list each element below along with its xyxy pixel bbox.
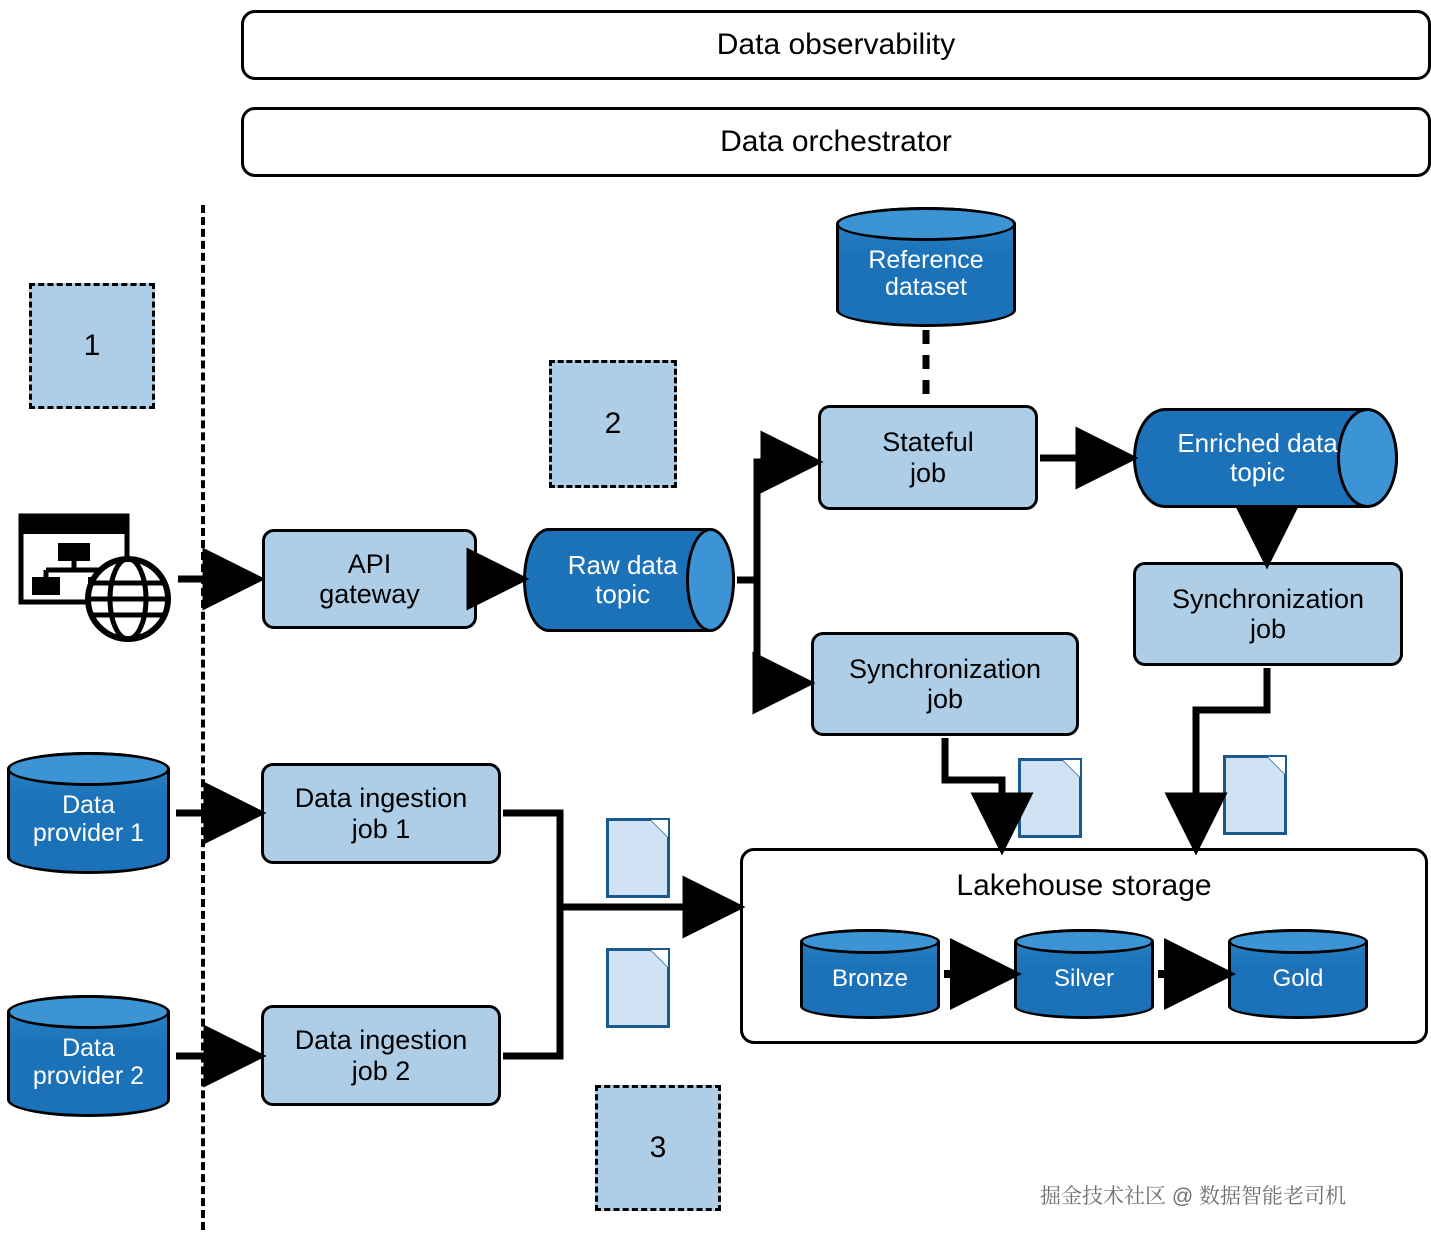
synchronization-job-right-node [1133, 562, 1403, 666]
data-provider-2-node [7, 995, 170, 1117]
raw-data-topic-label-line1: Raw data [567, 549, 678, 580]
stateful-job-label-line2: job [909, 457, 947, 488]
marker-3-label: 3 [649, 1131, 667, 1164]
data-observability-label: Data observability [716, 28, 956, 61]
marker-3 [595, 1085, 721, 1211]
data-observability-bar [241, 10, 1431, 80]
data-orchestrator-label: Data orchestrator [720, 125, 952, 158]
data-orchestrator-bar [241, 107, 1431, 177]
marker-2-label: 2 [604, 407, 622, 440]
ingestion-job-2-label-line1: Data ingestion [294, 1025, 468, 1056]
sync-job-mid-label-line1: Synchronization [848, 653, 1042, 684]
ingestion-job-2-label-line2: job 2 [351, 1055, 411, 1086]
synchronization-job-mid-node [811, 632, 1079, 736]
sync-job-right-label-line1: Synchronization [1171, 583, 1365, 614]
data-provider-2-label-line1: Data [62, 1034, 115, 1063]
silver-layer-node [1014, 929, 1154, 1019]
api-gateway-label-line1: API [347, 548, 392, 579]
data-provider-1-node [7, 752, 170, 874]
file-icon-ingestion-2 [606, 948, 670, 1028]
api-gateway-label-line2: gateway [319, 579, 420, 609]
file-icon-sync-mid [1018, 758, 1082, 838]
marker-2 [549, 360, 677, 488]
data-provider-1-label-line1: Data [62, 791, 115, 820]
bronze-layer-node [800, 929, 940, 1019]
enriched-data-topic-node [1133, 408, 1398, 508]
enriched-data-topic-label-line2: topic [1230, 457, 1286, 487]
raw-data-topic-node [523, 528, 735, 632]
reference-dataset-label-line1: Reference [868, 245, 984, 274]
gold-layer-node [1228, 929, 1368, 1019]
silver-label: Silver [1053, 965, 1114, 993]
gold-label: Gold [1272, 965, 1324, 993]
data-provider-1-label-line2: provider 1 [32, 818, 145, 847]
reference-dataset-node [836, 207, 1016, 327]
bronze-label: Bronze [831, 965, 909, 993]
file-icon-sync-right [1223, 755, 1287, 835]
lakehouse-storage-title: Lakehouse storage [956, 869, 1212, 902]
stateful-job-node [818, 405, 1038, 510]
sync-job-right-label-line2: job [1249, 614, 1287, 644]
file-icon-ingestion-1 [606, 818, 670, 898]
marker-1 [29, 283, 155, 409]
ingestion-job-1-label-line1: Data ingestion [294, 783, 468, 814]
stateful-job-label-line1: Stateful [882, 427, 974, 458]
raw-data-topic-label-line2: topic [595, 579, 651, 609]
reference-dataset-label-line2: dataset [884, 273, 967, 302]
data-ingestion-job-1-node [261, 763, 501, 864]
enriched-data-topic-label-line1: Enriched data [1177, 427, 1338, 458]
watermark-text: 掘金技术社区 @ 数据智能老司机 [1040, 1185, 1346, 1208]
external-source-icon [18, 513, 178, 645]
ingestion-job-1-label-line2: job 1 [351, 813, 411, 844]
boundary-divider [201, 205, 205, 1230]
data-provider-2-label-line2: provider 2 [32, 1061, 145, 1090]
api-gateway-node [262, 529, 477, 629]
sync-job-mid-label-line2: job [926, 684, 964, 714]
marker-1-label: 1 [83, 329, 101, 362]
data-ingestion-job-2-node [261, 1005, 501, 1106]
